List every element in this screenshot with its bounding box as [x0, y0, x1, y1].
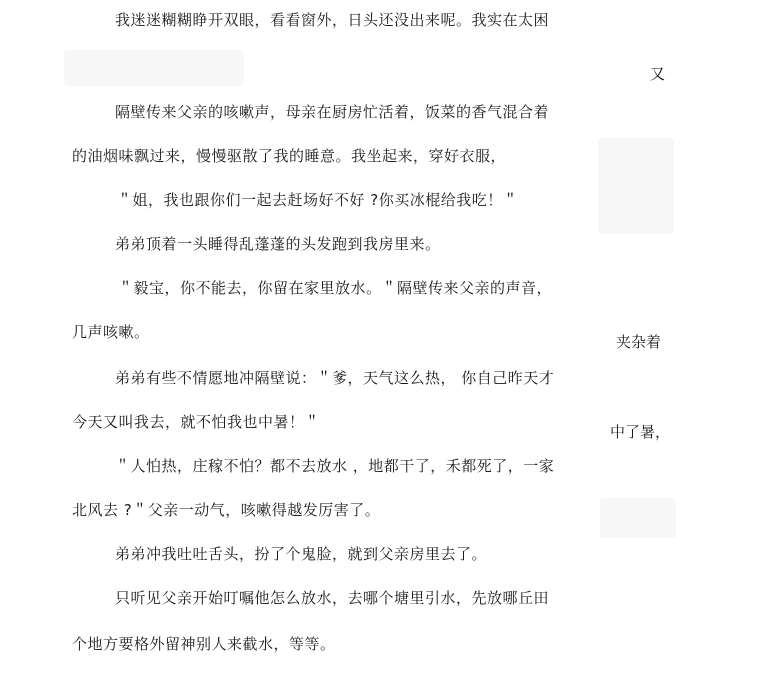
- text-line: ＂毅宝，你不能去，你留在家里放水。＂隔壁传来父亲的声音，: [118, 279, 553, 297]
- side-fragment: 又: [650, 65, 666, 83]
- text-line: ＂人怕热，庄稼不怕？都不去放水 ，地都干了，禾都死了，一家: [115, 457, 555, 475]
- text-line: 隔壁传来父亲的咳嗽声，母亲在厨房忙活着，饭菜的香气混合着: [115, 103, 550, 121]
- text-line: 的油烟味飘过来，慢慢驱散了我的睡意。我坐起来，穿好衣服，: [72, 147, 507, 165]
- side-fragment: 夹杂着: [616, 333, 662, 351]
- blurred-patch: [64, 50, 244, 86]
- text-line: ＂姐，我也跟你们一起去赶场好不好 ?你买冰棍给我吃！＂: [117, 191, 519, 209]
- text-line: 弟弟顶着一头睡得乱蓬蓬的头发跑到我房里来。: [115, 235, 441, 253]
- text-line: 个地方要格外留神别人来截水，等等。: [72, 635, 336, 653]
- text-line: 我迷迷糊糊睁开双眼，看看窗外，日头还没出来呢。我实在太困: [115, 11, 550, 29]
- text-line: 几声咳嗽。: [72, 323, 150, 341]
- text-line: 弟弟冲我吐吐舌头，扮了个鬼脸，就到父亲房里去了。: [115, 545, 488, 563]
- text-line: 今天又叫我去，就不怕我也中暑！＂: [72, 413, 321, 431]
- side-fragment: 中了暑，: [610, 423, 671, 441]
- text-line: 北风去 ?＂父亲一动气，咳嗽得越发厉害了。: [72, 501, 381, 519]
- blurred-patch: [598, 138, 674, 234]
- text-line: 只听见父亲开始叮嘱他怎么放水，去哪个塘里引水，先放哪丘田: [115, 589, 550, 607]
- blurred-patch: [600, 498, 676, 538]
- text-line: 弟弟有些不情愿地冲隔壁说：＂爹，天气这么热， 你自己昨天才: [115, 369, 555, 387]
